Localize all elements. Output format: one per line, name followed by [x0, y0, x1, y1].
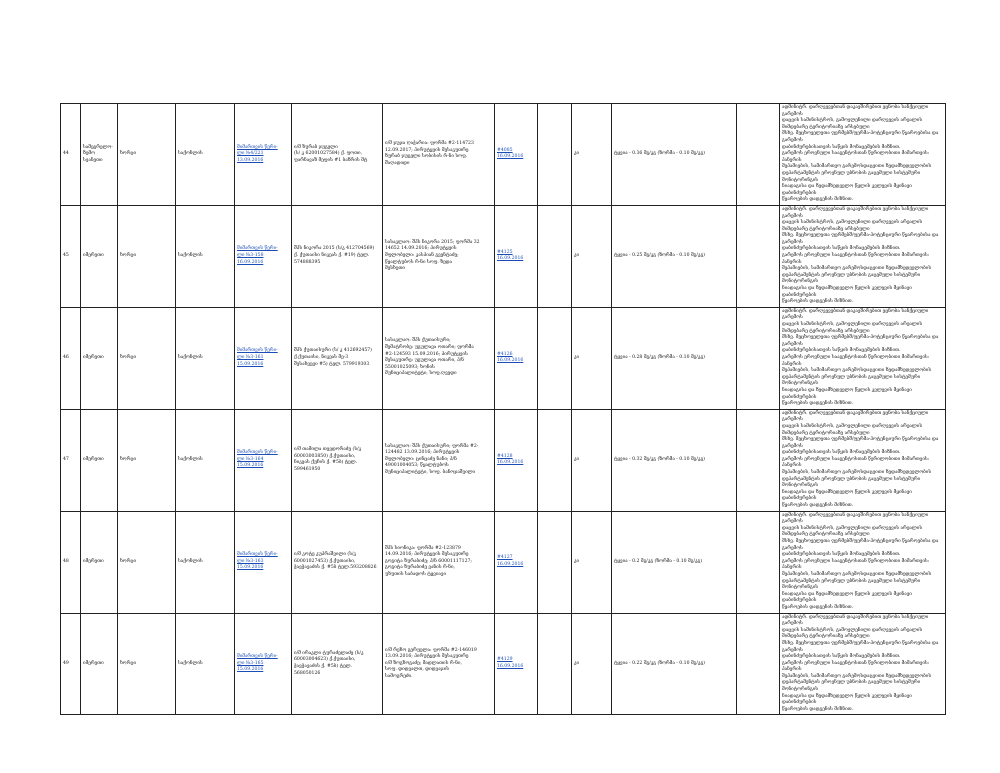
table-row — [61, 511, 946, 613]
notes-cell-line: ადმინიტრ. დარღვევებთან დაკავშირებით ეცნობა სანქციული გარემოს — [782, 105, 929, 117]
notes-cell-line: დაცვის სამინისტროს, გამოვლენილი დარღვევის არეალის — [782, 322, 923, 327]
order-link-line[interactable]: #4128 — [497, 453, 513, 459]
entity-cell-line: 60003004623) ქ.ქუთაისი, — [294, 657, 356, 663]
detail-cell-line: მფლობელი: კასპიან გვენტაძე; — [385, 253, 459, 259]
referral-letter-link[interactable] — [235, 307, 292, 409]
region-cell-line: სვანეთი — [83, 157, 103, 163]
detail-cell-line: სასაკლაო: შპს ქუთაისური; — [385, 338, 451, 344]
referral-letter-link-line[interactable]: ლი №3-158 — [237, 253, 264, 259]
detail-cell-line: უხუთის საბადოს ტყვიავი — [385, 571, 447, 577]
detail-cell-line: მუნიციპალიტეტი, სოფ. ბანოჯაშვილი — [385, 470, 476, 476]
detail-cell-line: მფლობელი: ცინცაძე ნანი; პ/ნ — [385, 456, 457, 462]
region-cell — [81, 511, 118, 613]
detail-cell-line: მესხეთი — [385, 266, 405, 272]
notes-cell-line: მიმდებარე ტერიტორიაზე არსებული — [782, 634, 870, 640]
referral-letter-link-line[interactable]: 15.09.2016 — [237, 463, 264, 469]
row-number: 48 — [61, 511, 81, 613]
referral-letter-link-line[interactable]: მიმართვის წერი- — [237, 348, 278, 354]
order-link[interactable] — [495, 307, 538, 409]
notes-cell-line: მიმდებარე ტერიტორიაზე არსებული — [782, 328, 870, 334]
detail-cell-line: მესაკუთრე: უგულავა ოთარი, პ/ნ — [385, 358, 464, 364]
notes-cell — [780, 205, 946, 307]
notes-cell-line: მსხვ. მეცხოველეთა ფერმებშ/ფერმა-პოტენციური წყაროებისა და გარემოს — [782, 335, 939, 347]
notes-cell-line: წყაროების დადგენის მიზნით. — [782, 604, 854, 610]
region-cell-line: ზემო — [83, 151, 95, 157]
notes-cell-line: ადმინიტრ. დარღვევებთან დაკავშირებით ეცნობა სანქციული გარემოს — [782, 614, 929, 627]
notes-cell-line: მეპამიების, სამიმართვო გარემოსდაცვითი ზედამხედველობის — [782, 673, 932, 679]
activity-cell: საქონლის — [176, 613, 235, 715]
referral-letter-link[interactable] — [235, 613, 292, 715]
notes-cell-line: მსხვ. მეცხოველეთა ფერმებშ/ფერმა-პოტენციური წყაროებისა და გარემოს — [782, 640, 939, 653]
notes-cell-line: გარემოს ეროვნული სააგენტოსთან წერილობითი მიმართვის: პანერის — [782, 456, 930, 469]
detail-cell-line: გოგიტა ზურაბიძე; პ/ნ 60001117127; — [385, 558, 472, 564]
order-link-line[interactable]: 16.09.2016 — [497, 154, 524, 160]
entity-cell-line: ფარნავაზ მეფის #1 ბაზრის მტ — [294, 157, 368, 163]
detail-cell — [383, 511, 495, 613]
detail-cell-line: 124482 13.09.2016; პირუტყვის — [385, 450, 460, 456]
entity-cell-line: 599461950 — [294, 466, 321, 472]
referral-letter-link-line[interactable]: მიმართვის წერი- — [237, 552, 278, 558]
entity-cell-line: ნიკეას ქუჩის ქ. #5ბ) ტელ. — [294, 460, 358, 466]
notes-cell-line: ნიადაგისა და ზედამხედველო წყლის კვლევის მყინავი დაბინძურების — [782, 489, 912, 502]
notes-cell-line: მეპამიების, სამიმართვო გარემოსდაცვითი ზედამხედველობის — [782, 164, 932, 170]
detail-cell — [383, 205, 495, 307]
activity-cell: საქონლის — [176, 205, 235, 307]
region-cell — [81, 307, 118, 409]
region-cell-line: სამეგრელო- — [83, 144, 113, 150]
entity-cell-line: 60003003850) ქ.ქუთაისი, — [294, 453, 356, 459]
notes-cell-line: ნიადაგისა და ზედამხედველო წყლის კვლევის მყინავი დაბინძურების — [782, 387, 912, 400]
notes-cell-line: დეპარტამენტის ეროვნულ უბნობის გაცემული სისტემური მონიტორინგის — [782, 272, 921, 285]
activity-cell: საქონლის — [176, 104, 235, 206]
entity-cell — [292, 409, 383, 511]
empty-cell — [737, 205, 780, 307]
referral-letter-link-line[interactable]: 15.09.2016 — [237, 667, 264, 673]
notes-cell-line: დაბინძურებისათვის საწყის მონაცემების მიზნით. — [782, 654, 901, 660]
detail-cell-line: ი/მ ზოგზოგაძე; მადლათის რ-ნი, — [385, 660, 462, 666]
entity-cell-line: 574888395 — [294, 259, 321, 265]
notes-cell-line: წყაროების დადგენის მიზნით. — [782, 401, 854, 407]
detail-cell-line: სასაკლაო: შპს ქუთაისური; ფორმა #2- — [385, 443, 479, 449]
referral-letter-link[interactable] — [235, 409, 292, 511]
order-link-line[interactable]: #4127 — [497, 555, 513, 561]
notes-cell-line: დეპარტამენტის ეროვნულ უბნობის გაცემული სისტემური მონიტორინგის — [782, 476, 921, 489]
notes-cell-line: გარემოს ეროვნული სააგენტოსთან წერილობითი მიმართვის: პანერის — [782, 354, 930, 367]
entity-cell-line: შპს ქუთაისური (ს/ კ 412692457) — [294, 348, 372, 354]
notes-cell-line: მსხვ. მეცხოველეთა ფერმებშ/ფერმა-პოტენციური წყაროებისა და გარემოს — [782, 233, 939, 245]
result-cell: ტყვია - 0.36 მგ/კგ (ზორმა - 0.10 მგ/კგ) — [612, 104, 737, 206]
detail-cell — [383, 409, 495, 511]
notes-cell-line: დაცვის სამინისტროს, გამოვლენილი დარღვევის არეალის — [782, 118, 923, 124]
table-row — [61, 409, 946, 511]
notes-cell-line: ნიადაგისა და ზედამხედველო წყლის კვლევის მყინავი დაბინძურების — [782, 286, 912, 298]
notes-cell-line: დაცვის სამინისტროს, გამოვლენილი დარღვევის არეალის — [782, 220, 923, 226]
empty-cell — [538, 511, 572, 613]
entity-cell-line: 568050126 — [294, 670, 321, 676]
table-row — [61, 307, 946, 409]
notes-cell-line: დაბინძურებისათვის საწყის მონაცემების მიზნით. — [782, 348, 901, 354]
region-cell — [81, 104, 118, 206]
order-link-line[interactable]: 16.09.2016 — [497, 256, 524, 262]
notes-cell-line: დაბინძურებისათვის საწყის მონაცემების მიზნით. — [782, 552, 901, 558]
empty-cell — [737, 409, 780, 511]
row-number: 46 — [61, 307, 81, 409]
notes-cell-line: დეპარტამენტის ეროვნულ უბნობის გაცემული სისტემური მონიტორინგის — [782, 578, 921, 591]
notes-cell-line: დაცვის სამინისტროს, გამოვლენილი დარღვევის არეალის — [782, 423, 923, 429]
notes-cell-line: წყაროების დადგენის მიზნით. — [782, 706, 854, 712]
order-link[interactable] — [495, 511, 538, 613]
order-link-line[interactable]: #4129 — [497, 657, 513, 663]
referral-letter-link-line[interactable]: ლი №3-163 — [237, 558, 264, 564]
notes-cell-line: მიმდებარე ტერიტორიაზე არსებული — [782, 532, 870, 538]
notes-cell-line: მეპამიების, სამიმართვო გარემოსდაცვითი ზედამხედველობის — [782, 571, 932, 577]
entity-cell-line: ჭავჭავაძის ქ. #5ბ) ტელ. — [294, 663, 353, 669]
product-type-cell: ხორცი — [118, 205, 176, 307]
notes-cell — [780, 307, 946, 409]
order-link[interactable] — [495, 613, 538, 715]
notes-cell — [780, 511, 946, 613]
notes-cell-line: ადმინიტრ. დარღვევებთან დაკავშირებით ეცნობა სანქციული გარემოს — [782, 512, 929, 525]
referral-letter-link-line[interactable]: ლი №3-165 — [237, 660, 264, 666]
notes-cell-line: დაცვის სამინისტროს, გამოვლენილი დარღვევის არეალის — [782, 525, 923, 531]
notes-cell-line: ადმინიტრ. დარღვევებთან დაკავშირებით ეცნობა სანქციული გარემოს — [782, 308, 929, 321]
referral-letter-link-line[interactable]: მიმართვის წერი- — [237, 654, 278, 660]
detail-cell-line: 14.09.2016; პირუტყვის მესაკუთრე — [385, 552, 469, 558]
referral-letter-link-line[interactable]: 15.09.2016 — [237, 565, 264, 571]
notes-cell-line: გარემოს ეროვნული სააგენტოსთან წერილობითი მიმართვის: პანერის — [782, 151, 930, 163]
region-cell — [81, 613, 118, 715]
detail-cell-line: 12.09.2017; პირუტყვის მესაკუთრე — [385, 147, 469, 153]
detail-cell-line: ი/მ ჯუჯა ღაჭარია: ფორმა #2-114723 — [385, 141, 474, 147]
region-cell — [81, 409, 118, 511]
entity-cell — [292, 104, 383, 206]
region-cell-line: იმერეთი — [83, 456, 104, 462]
entity-cell-line: შესახვევი #5) ტელ. 579919303 — [294, 361, 370, 367]
result-cell: ტყვია - 0.32 მგ/კგ (ზორმა - 0.10 მგ/კგ) — [612, 409, 737, 511]
detail-cell-line: მუნიციპალიტეტი, სოფ.ღვედი — [385, 371, 457, 377]
empty-cell — [538, 104, 572, 206]
row-number: 44 — [61, 104, 81, 206]
row-number: 49 — [61, 613, 81, 715]
notes-cell-line: დეპარტამენტის ეროვნულ უბნობის გაცემული სისტემური მონიტორინგის — [782, 374, 921, 387]
empty-cell — [538, 409, 572, 511]
referral-letter-link-line[interactable]: 15.09.2016 — [237, 361, 264, 367]
empty-cell — [538, 307, 572, 409]
empty-cell — [538, 613, 572, 715]
detail-cell-line: 55001025093; ხონის — [385, 364, 435, 370]
notes-cell-line: გარემოს ეროვნული სააგენტოსთან წერილობითი მიმართვის: პანერის — [782, 558, 930, 571]
notes-cell — [780, 409, 946, 511]
status-cell: კი — [572, 511, 612, 613]
entity-cell-line: ჭავჭავაძის ქ. #5ბ ტელ.593208826 — [294, 565, 377, 571]
order-link-line[interactable]: 16.09.2016 — [497, 663, 524, 669]
detail-cell-line: შაღადიდი — [385, 161, 410, 167]
detail-cell-line: შემატრობე: უგულავა ოთარი; ფორმა — [385, 345, 474, 351]
notes-cell-line: მიმდებარე ტერიტორიაზე არსებული — [782, 430, 870, 436]
referral-letter-link-line[interactable]: მიმართვის წერი- — [237, 450, 278, 456]
entity-cell — [292, 307, 383, 409]
activity-cell: საქონლის — [176, 307, 235, 409]
notes-cell-line: დაბინძურებისათვის საწყის მონაცემების მიზნით. — [782, 450, 901, 456]
region-cell — [81, 205, 118, 307]
table-row — [61, 104, 946, 206]
detail-cell-line: სამოგრეძი. — [385, 673, 413, 679]
status-cell: კი — [572, 205, 612, 307]
referral-letter-link-line[interactable]: ლი №3-161 — [237, 354, 264, 360]
entity-cell-line: ქ. ქუთაისი ნიკეას ქ. #19) ტელ. — [294, 253, 370, 259]
referral-letter-link[interactable] — [235, 104, 292, 206]
notes-cell-line: წყაროების დადგენის მიზნით. — [782, 503, 854, 509]
notes-cell-line: მსხვ. მეცხოველეთა ფერმებშ/ფერმა-პოტენციური წყაროებისა და გარემოს — [782, 437, 939, 449]
notes-cell-line: მსხვ. მეცხოველეთა ფერმებშ/ფერმა-პოტენციური წყაროებისა და გარემოს — [782, 131, 939, 143]
region-cell-line: იმერეთი — [83, 354, 104, 360]
entity-cell-line: ი/მ ზურაბ ჯუგელი — [294, 144, 338, 150]
product-type-cell: ხორცი — [118, 409, 176, 511]
referral-letter-link-line[interactable]: 16.09.2016 — [237, 259, 264, 265]
referral-letter-link-line[interactable]: მიმართვის წერი- — [237, 246, 278, 252]
product-type-cell: ხორცი — [118, 307, 176, 409]
notes-cell-line: მეპამიების, სამიმართვო გარემოსდაცვითი ზედამხედველობის — [782, 266, 932, 272]
notes-cell-line: გარემოს ეროვნული სააგენტოსთან წერილობითი მიმართვის: პანერის — [782, 253, 930, 265]
notes-cell-line: დაცვის სამინისტროს, გამოვლენილი დარღვევის არეალის — [782, 627, 923, 633]
region-cell-line: იმერეთი — [83, 253, 104, 259]
empty-cell — [737, 613, 780, 715]
referral-letter-link-line[interactable]: მიმართვის წერი- — [237, 144, 278, 150]
entity-cell — [292, 613, 383, 715]
status-cell: კი — [572, 409, 612, 511]
product-type-cell: ხორცი — [118, 511, 176, 613]
table-row — [61, 205, 946, 307]
detail-cell-line: შპს სიონიკა: ფორმა #2-123879 — [385, 545, 461, 551]
empty-cell — [737, 511, 780, 613]
notes-cell — [780, 104, 946, 206]
referral-letter-link-line[interactable]: ლი №4/221 — [237, 151, 264, 157]
row-number: 47 — [61, 409, 81, 511]
order-link[interactable] — [495, 104, 538, 206]
notes-cell-line: ადმინიტრ. დარღვევებთან დაკავშირებით ეცნობა სანქციული გარემოს — [782, 410, 929, 423]
region-cell-line: იმერეთი — [83, 660, 104, 666]
entity-cell-line: ი/მ ირაკლი ტურაძელაძე (ს/კ — [294, 650, 364, 656]
notes-cell-line: მიმდებარე ტერიტორიაზე არსებული — [782, 226, 870, 232]
product-type-cell: ხორცი — [118, 613, 176, 715]
entity-cell-line: (ს/ კ 62001027584) ქ. ფოთი, — [294, 151, 363, 157]
order-link-line[interactable]: 16.09.2016 — [497, 358, 524, 364]
row-number: 45 — [61, 205, 81, 307]
notes-cell-line: მეპამიების, სამიმართვო გარემოსდაცვითი ზედამხედველობის — [782, 470, 932, 476]
order-link-line[interactable]: #4125 — [497, 249, 513, 255]
detail-cell-line: სოფ. დიდვალთ, დიდვაჯის — [385, 667, 450, 673]
notes-cell-line: წყაროების დადგენის მიზნით. — [782, 299, 854, 305]
order-link[interactable] — [495, 409, 538, 511]
notes-cell-line: მსხვ. მეცხოველეთა ფერმებშ/ფერმა-პოტენციური წყაროებისა და გარემოს — [782, 539, 939, 551]
notes-cell-line: დაბინძურებისათვის საწყის მონაცემების მიზნით. — [782, 144, 901, 150]
empty-cell — [737, 104, 780, 206]
notes-cell-line: მიმდებარე ტერიტორიაზე არსებული — [782, 124, 870, 130]
entity-cell-line: ი/მ თამილა თევდორაძე (ს/კ — [294, 446, 362, 452]
order-link-line[interactable]: 16.09.2016 — [497, 562, 524, 568]
detail-cell-line: 49001004053; წყალტუბოს — [385, 463, 449, 469]
order-link-line[interactable]: 16.09.2016 — [497, 460, 524, 466]
empty-cell — [538, 205, 572, 307]
result-cell: ტყვია - 0.25 მგ/კგ (ზორმა - 0.10 მგ/კგ) — [612, 205, 737, 307]
entity-cell-line: 60001027453) ქ.ქუთაისი, — [294, 558, 356, 564]
notes-cell-line: ნიადაგისა და ზედამხედველო წყლის კვლევის მყინავი დაბინძურების — [782, 184, 912, 196]
notes-cell — [780, 613, 946, 715]
notes-cell-line: გარემოს ეროვნული სააგენტოსთან წერილობითი მიმართვის: პანერის — [782, 660, 930, 673]
entity-cell — [292, 205, 383, 307]
notes-cell-line: დაბინძურებისათვის საწყის მონაცემების მიზნით. — [782, 246, 901, 252]
detail-cell-line: ზურაბ ჯუგელი სობისის რ-ნი სოფ. — [385, 154, 468, 160]
detail-cell-line: ი/მ რეზო გერუელა: ფორმა #2-146019 — [385, 647, 477, 653]
notes-cell-line: დეპარტამენტის ეროვნულ უბნობის გაცემული სისტემური მონიტორინგის — [782, 680, 921, 693]
order-link-line[interactable]: #4126 — [497, 351, 513, 357]
inspection-table — [60, 103, 946, 715]
result-cell: ტყვია - 0.22 მგ/კგ (ზორმა - 0.10 მგ/კგ) — [612, 613, 737, 715]
order-link-line[interactable]: #4085 — [497, 147, 513, 153]
entity-cell — [292, 511, 383, 613]
referral-letter-link-line[interactable]: ლი №3-164 — [237, 456, 264, 462]
table-body — [61, 104, 946, 715]
detail-cell-line: გოგიტა ზურაბიძე ვანის რ-ნი, — [385, 565, 456, 571]
notes-cell-line: წყაროების დადგენის მიზნით. — [782, 197, 854, 203]
activity-cell: საქონლის — [176, 409, 235, 511]
table-row — [61, 613, 946, 715]
status-cell: კი — [572, 104, 612, 206]
referral-letter-link[interactable] — [235, 205, 292, 307]
entity-cell-line: შპს ნიკორა 2015 (ს/კ 412704569) — [294, 246, 375, 252]
detail-cell-line: 14652 14.09.2016; პირუტყვის — [385, 246, 457, 252]
detail-cell — [383, 307, 495, 409]
empty-cell — [737, 307, 780, 409]
detail-cell-line: სასაკლაო: შპს ნიკორა 2015; ფორმა 32 — [385, 239, 480, 245]
referral-letter-link-line[interactable]: 13.09.2016 — [237, 157, 264, 163]
detail-cell-line: #2-124593 15.09.2016; პირუტყვის — [385, 351, 468, 357]
activity-cell: საქონლის — [176, 511, 235, 613]
referral-letter-link[interactable] — [235, 511, 292, 613]
detail-cell-line: 13.09.2016; პირუტყვის მესაკუთრე — [385, 654, 469, 660]
notes-cell-line: მეპამიების, სამიმართვო გარემოსდაცვითი ზედამხედველობის — [782, 368, 932, 374]
entity-cell-line: ქ.ქუთაისი, ნიკეას მე-3 — [294, 354, 349, 360]
order-link[interactable] — [495, 205, 538, 307]
notes-cell-line: ნიადაგისა და ზედამხედველო წყლის კვლევის მყინავი დაბინძურების — [782, 693, 912, 706]
detail-cell — [383, 613, 495, 715]
notes-cell-line: ადმინიტრ. დარღვევებთან დაკავშირებით ეცნობა სანქციული გარემოს — [782, 206, 929, 219]
region-cell-line: იმერეთი — [83, 558, 104, 564]
product-type-cell: ხორცი — [118, 104, 176, 206]
detail-cell-line: წყალტუბოს რ-ნი სოფ. ზედა — [385, 259, 452, 265]
result-cell: ტყვია - 0.2 მგ/კგ (ზორმა - 0.10 მგ/კგ) — [612, 511, 737, 613]
result-cell: ტყვია - 0.28 მგ/კგ (ზორმა - 0.10 მგ/კგ) — [612, 307, 737, 409]
status-cell: კი — [572, 613, 612, 715]
detail-cell — [383, 104, 495, 206]
status-cell: კი — [572, 307, 612, 409]
notes-cell-line: ნიადაგისა და ზედამხედველო წყლის კვლევის მყინავი დაბინძურების — [782, 591, 912, 604]
notes-cell-line: დეპარტამენტის ეროვნულ უბნობის გაცემული სისტემური მონიტორინგის — [782, 170, 921, 183]
entity-cell-line: ი/მ კოტე კუპრაშვილი (ს/კ — [294, 552, 357, 558]
